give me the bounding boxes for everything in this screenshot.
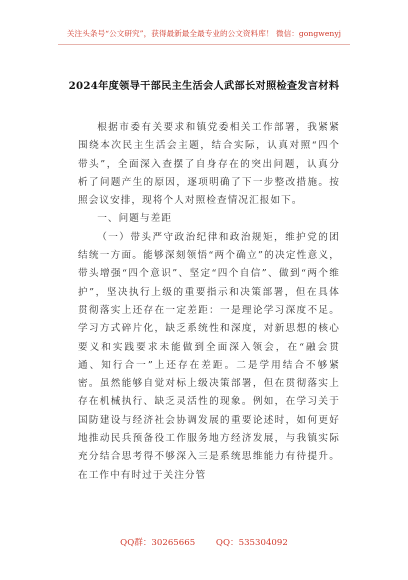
footer-qq-group: QQ群：30265665: [120, 538, 196, 548]
body-paragraph: （一）带头严守政治纪律和政治规矩，维护党的团结统一方面。能够深刻领悟“两个确立”的决定性意义，带头增强“四个意识”、坚定“四个自信”、做到“两个维护”，坚决执行上级的重要指示和决策部署，但在具体贯彻落实上还存在一定差距：一是理论学习深度不足。学习方式碎片化，缺乏系统性和深度，对新思想的核心要义和实践要求未能做到全面深入领会，在“融会贯通、知行合一”上还存在差距。二是学用结合不够紧密。虽然能够自觉对标上级决策部署，但在贯彻落实上存在机械执行、缺乏灵活性的现象。例如，在学习关于国防建设与经济社会协调发展的重要论述时，如何更好地推动民兵预备役工作服务地方经济发展，与我镇实际充分结合思考得不够深入三是系统思维能力有待提升。在工作中有时过于关注分管: [78, 231, 340, 481]
document-body: [78, 119, 340, 485]
section-heading: 一、问题与差距: [97, 213, 173, 225]
header-banner: 关注头条号“公文研究”，获得最新最全最专业的公文资料库！ 微信：gongwenyj: [66, 29, 342, 38]
header-divider: [58, 44, 350, 45]
footer-qq: QQ：535304092: [215, 538, 288, 548]
document-title: 2024年度领导干部民主生活会人武部长对照检查发言材料: [68, 80, 340, 92]
intro-paragraph: 根据市委有关要求和镇党委相关工作部署，我紧紧围绕本次民主生活会主题，结合实际，认真对照“四个带头”，全面深入查摆了自身存在的突出问题，认真分析了问题产生的原因，逐项明确了下一步整改措施。按照会议安排，现将个人对照检查情况汇报如下。: [78, 122, 340, 207]
footer-contact: [0, 536, 408, 548]
